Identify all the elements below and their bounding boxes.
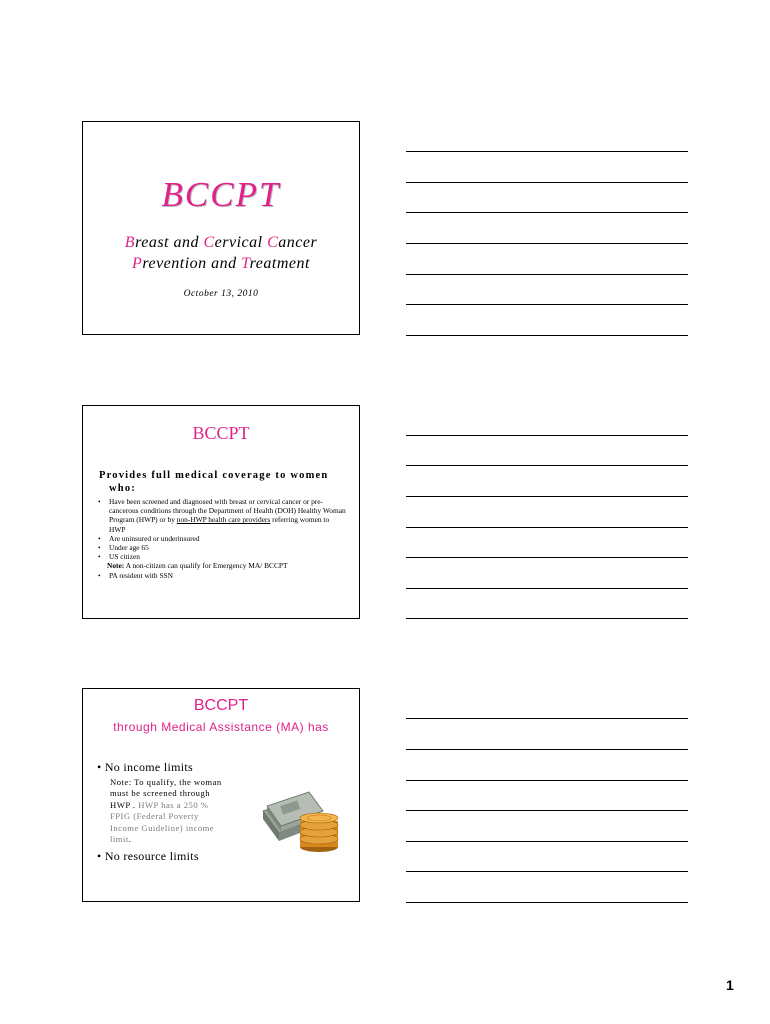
subtitle-text: reast and [135,234,204,251]
note-line [406,496,688,497]
list-item [97,543,347,552]
subtitle-initial-letter: C [267,234,279,251]
note-gray-text: HWP has a 250 % FPIG (Federal Poverty Income Guideline) income limit [110,799,215,845]
slide-2-bullet-list [97,497,347,580]
subtitle-line-1 [83,232,359,253]
note-line [406,304,688,305]
note-line [406,871,688,872]
slide-1-subtitle [83,232,359,274]
note-line [406,435,688,436]
note-line [406,557,688,558]
bullet-text: Under age 65 [109,543,149,553]
income-note [110,777,230,845]
bullet-text: PA resident with SSN [109,570,173,580]
note-item [97,561,347,570]
bullet-text: No income limits [104,760,193,774]
bullet-glyph: • [98,533,101,543]
bullet-glyph: • [97,849,102,863]
slide-2-heading [99,469,349,495]
slide-2 [82,405,360,619]
slide-1-date: October 13, 2010 [183,289,259,299]
list-item [97,534,347,543]
bullet-text: US citizen [109,552,140,562]
note-line [406,810,688,811]
slide-2-title: BCCPT [192,423,250,443]
non-hwp-providers-link[interactable]: non-HWP health care providers [176,515,271,525]
list-item [97,571,347,580]
subtitle-text: ervical [214,234,268,251]
bullet-no-income-limits [97,760,193,775]
subtitle-initial-letter: P [132,255,143,272]
list-item [97,552,347,561]
slide-3-subtitle: through Medical Assistance (MA) has [113,720,329,734]
bullet-text: Have been screened and diagnosed with breast or cervical cancer or pre-cancerous conditions through the Department of Health (DOH) Healthy Woman Program (HWP) or by [109,497,346,525]
bullet-glyph: • [98,543,101,553]
money-coins-illustration [259,789,349,853]
note-line [406,151,688,152]
note-line [406,274,688,275]
slide-3-title: BCCPT [193,697,249,714]
note-line [406,718,688,719]
bullet-no-resource-limits [97,849,199,864]
bullet-glyph: • [98,570,101,580]
note-label: Note: [107,561,125,571]
subtitle-text: ancer [278,234,318,251]
note-line [406,902,688,903]
subtitle-text: revention and [142,255,242,272]
note-period: . [128,834,132,845]
note-line [406,618,688,619]
note-line [406,465,688,466]
bullet-text: Are uninsured or underinsured [109,533,200,543]
note-line [406,527,688,528]
slide-1 [82,121,360,335]
bullet-glyph: • [98,497,101,506]
note-line [406,780,688,781]
note-text: A non-citizen can qualify for Emergency MA/ BCCPT [124,561,288,571]
subtitle-initial-letter: B [124,234,136,251]
subtitle-line-2 [83,253,359,274]
heading-line-1: Provides full medical coverage to women [99,470,329,481]
note-line [406,588,688,589]
bullet-text: referring women to HWP [109,515,330,534]
note-line [406,335,688,336]
slide-3 [82,688,360,902]
note-line [406,243,688,244]
note-line [406,182,688,183]
note-line [406,212,688,213]
bullet-text: No resource limits [104,849,199,863]
note-text: Note: To qualify, the woman must be screened through HWP . [110,777,222,810]
note-line [406,841,688,842]
subtitle-initial-letter: T [241,255,250,272]
page-number: 1 [726,977,734,993]
subtitle-initial-letter: C [203,234,215,251]
slide-1-title: BCCPT [161,175,281,214]
bullet-glyph: • [98,552,101,562]
list-item [97,497,347,534]
heading-line-2: who: [109,483,136,494]
bullet-glyph: • [97,760,102,774]
subtitle-text: reatment [249,255,310,272]
note-line [406,749,688,750]
